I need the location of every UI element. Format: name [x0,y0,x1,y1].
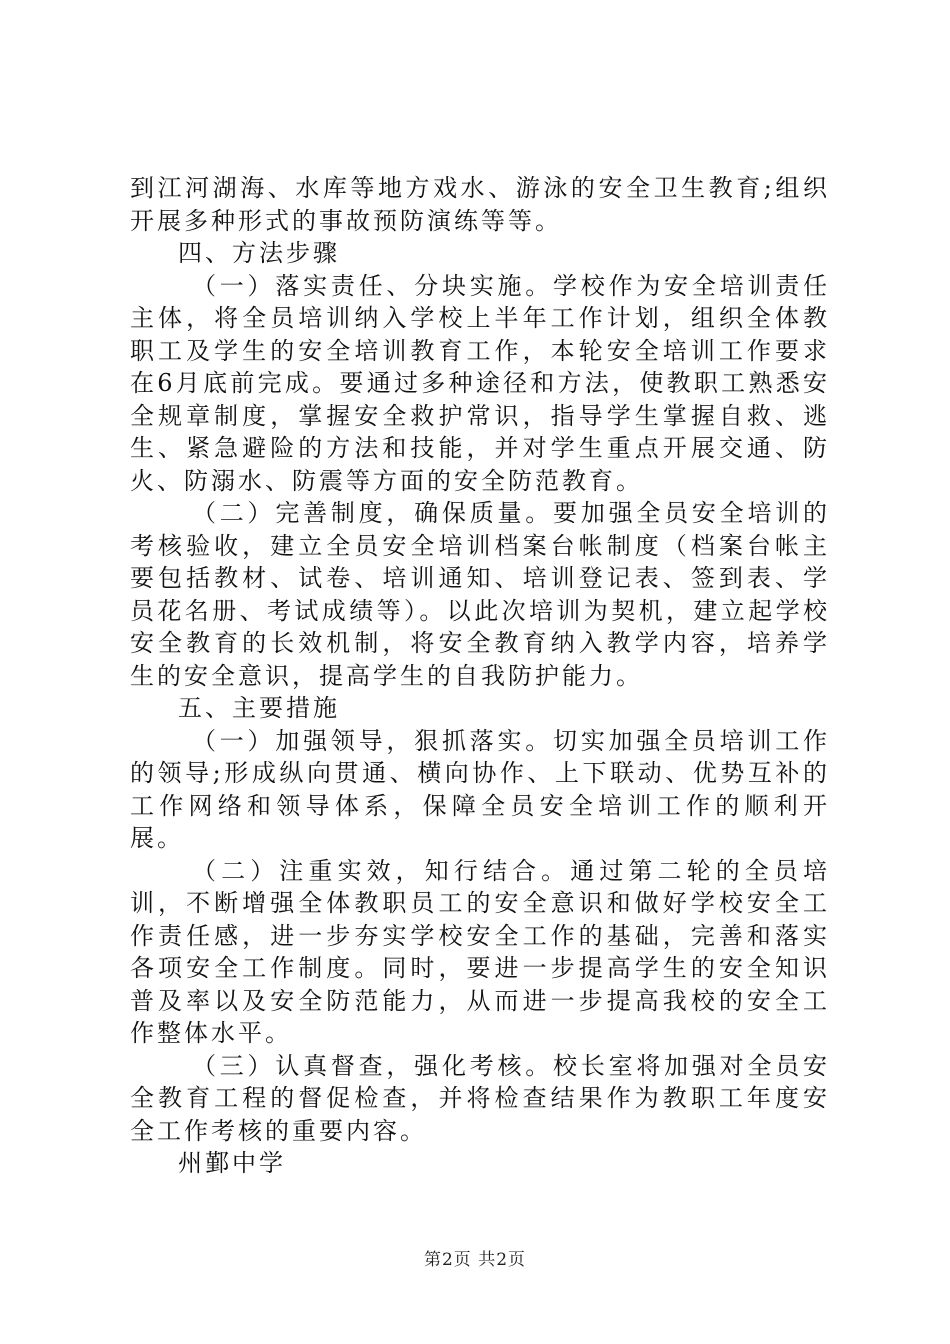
paragraph-measures-3: （三）认真督查，强化考核。校长室将加强对全员安全教育工程的督促检查，并将检查结果作为教职工年度安全工作考核的重要内容。 [130,1051,830,1145]
section-heading-measures: 五、主要措施 [178,694,340,722]
section-heading-methods: 四、方法步骤 [178,239,340,267]
paragraph-continuation: 到江河湖海、水库等地方戏水、游泳的安全卫生教育;组织开展多种形式的事故预防演练等等。 [130,174,830,235]
page-number-footer: 第2页 共2页 [423,1250,527,1270]
paragraph-methods-2: （二）完善制度，确保质量。要加强全员安全培训的考核验收，建立全员安全培训档案台帐制度（档案台帐主要包括教材、试卷、培训通知、培训登记表、签到表、学员花名册、考试成绩等）。以此次培训为契机，建立起学校安全教育的长效机制，将安全教育纳入教学内容，培养学生的安全意识，提高学生的自我防护能力。 [130,499,830,690]
paragraph-measures-2: （二）注重实效，知行结合。通过第二轮的全员培训，不断增强全体教职员工的安全意识和做好学校安全工作责任感，进一步夯实学校安全工作的基础，完善和落实各项安全工作制度。同时，要进一步提高学生的安全知识普及率以及安全防范能力，从而进一步提高我校的安全工作整体水平。 [130,856,830,1047]
signature-school-name: 州鄞中学 [178,1149,286,1177]
paragraph-measures-1: （一）加强领导，狠抓落实。切实加强全员培训工作的领导;形成纵向贯通、横向协作、上下联动、优势互补的工作网络和领导体系，保障全员安全培训工作的顺利开展。 [130,726,830,852]
document-body [130,172,830,1180]
paragraph-methods-1: （一）落实责任、分块实施。学校作为安全培训责任主体，将全员培训纳入学校上半年工作计划，组织全体教职工及学生的安全培训教育工作，本轮安全培训工作要求在6月底前完成。要通过多种途径和方法，使教职工熟悉安全规章制度，掌握安全救护常识，指导学生掌握自救、逃生、紧急避险的方法和技能，并对学生重点开展交通、防火、防溺水、防震等方面的安全防范教育。 [130,271,830,495]
